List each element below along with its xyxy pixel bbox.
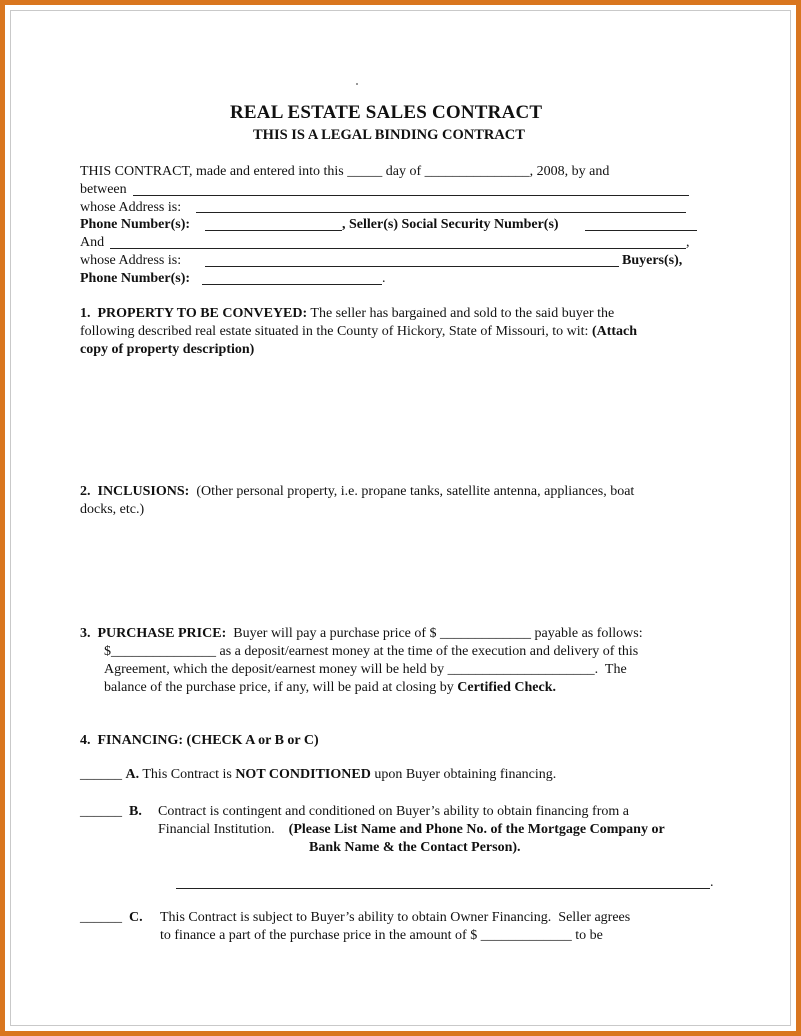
between-label: between — [80, 182, 127, 197]
document-title: REAL ESTATE SALES CONTRACT — [230, 102, 543, 123]
parties-intro — [80, 163, 609, 180]
option-a-blank: ______ — [80, 767, 122, 782]
option-c-line2: to finance a part of the purchase price in the amount of $ _____________ to be — [160, 928, 603, 943]
section1-line2 — [80, 323, 637, 340]
option-c-blank: ______ — [80, 910, 122, 925]
and-label: And — [80, 235, 105, 250]
section4-heading: 4. FINANCING: (CHECK A or B or C) — [80, 733, 319, 748]
section3-line3: Agreement, which the deposit/earnest money will be held by _____________________. The — [104, 662, 627, 677]
document-subtitle: THIS IS A LEGAL BINDING CONTRACT — [253, 127, 525, 143]
option-b-line2 — [158, 821, 665, 838]
phone-period: . — [382, 271, 386, 286]
option-c-letter: C. — [129, 910, 143, 925]
section3-line2: $_______________ as a deposit/earnest money at the time of the execution and delivery of this — [104, 644, 639, 659]
year-text: , 2008, by and — [529, 164, 610, 179]
section3-line4 — [104, 679, 556, 696]
section1-attach: (Attach — [591, 324, 638, 339]
seller-address-line — [196, 212, 686, 213]
section3-text4: balance of the purchase price, if any, will be paid at closing by — [104, 680, 458, 695]
option-b-line1: Contract is contingent and conditioned on Buyer’s ability to obtain financing from a — [158, 804, 629, 819]
option-c-line1: This Contract is subject to Buyer’s ability to obtain Owner Financing. Seller agrees — [160, 910, 631, 925]
section3-text1: Buyer will pay a purchase price of $ _____________ payable as follows: — [226, 626, 643, 641]
option-b-prefix — [80, 803, 142, 820]
section2-heading: 2. INCLUSIONS: — [80, 484, 190, 499]
section2-line1 — [80, 483, 634, 500]
option-c-prefix — [80, 909, 143, 926]
option-b-line3: Bank Name & the Contact Person). — [309, 840, 521, 855]
lender-info-line — [176, 888, 710, 889]
section3-certified: Certified Check. — [457, 680, 557, 695]
option-b-text2: Financial Institution. — [158, 822, 289, 837]
section2-line2: docks, etc.) — [80, 502, 145, 517]
day-of-text: day of — [385, 164, 422, 179]
section1-text1: The seller has bargained and sold to the said buyer the — [307, 306, 615, 321]
seller-phone-line — [205, 230, 342, 231]
buyer-phone-label: Phone Number(s): — [80, 271, 191, 286]
section1-text2: following described real estate situated in the County of Hickory, State of Missouri, to wit: — [80, 324, 592, 339]
section1-line3: copy of property description) — [80, 342, 255, 357]
section1-line1 — [80, 305, 614, 322]
buyer-name-line — [110, 248, 686, 249]
buyer-address-label: whose Address is: — [80, 253, 182, 268]
scan-speck — [356, 83, 358, 85]
seller-ssn-line — [585, 230, 697, 231]
section3-heading: 3. PURCHASE PRICE: — [80, 626, 227, 641]
day-blank: _____ — [347, 164, 383, 179]
section2-text1: (Other personal property, i.e. propane tanks, satellite antenna, appliances, boat — [189, 484, 635, 499]
option-b-blank: ______ — [80, 804, 122, 819]
option-a-letter: A. — [125, 767, 140, 782]
option-b-letter: B. — [129, 804, 142, 819]
lender-line-period: . — [710, 875, 714, 890]
option-a-text2: upon Buyer obtaining financing. — [370, 767, 557, 782]
buyer-address-line — [205, 266, 619, 267]
option-b-bold2: (Please List Name and Phone No. of the Mortgage Company or — [288, 822, 665, 837]
option-a-bold: NOT CONDITIONED — [235, 767, 371, 782]
seller-name-line — [133, 195, 689, 196]
buyers-label: Buyers(s), — [622, 253, 683, 268]
month-blank: _______________ — [424, 164, 530, 179]
seller-phone-label: Phone Number(s): — [80, 217, 191, 232]
seller-address-label: whose Address is: — [80, 200, 182, 215]
option-a — [80, 766, 556, 783]
buyer-phone-line — [202, 284, 382, 285]
section3-line1 — [80, 625, 643, 642]
intro-text: THIS CONTRACT, made and entered into this — [80, 164, 344, 179]
section1-heading: 1. PROPERTY TO BE CONVEYED: — [80, 306, 308, 321]
seller-ssn-label: , Seller(s) Social Security Number(s) — [342, 217, 559, 232]
and-comma: , — [686, 235, 690, 250]
option-a-text1: This Contract is — [139, 767, 236, 782]
